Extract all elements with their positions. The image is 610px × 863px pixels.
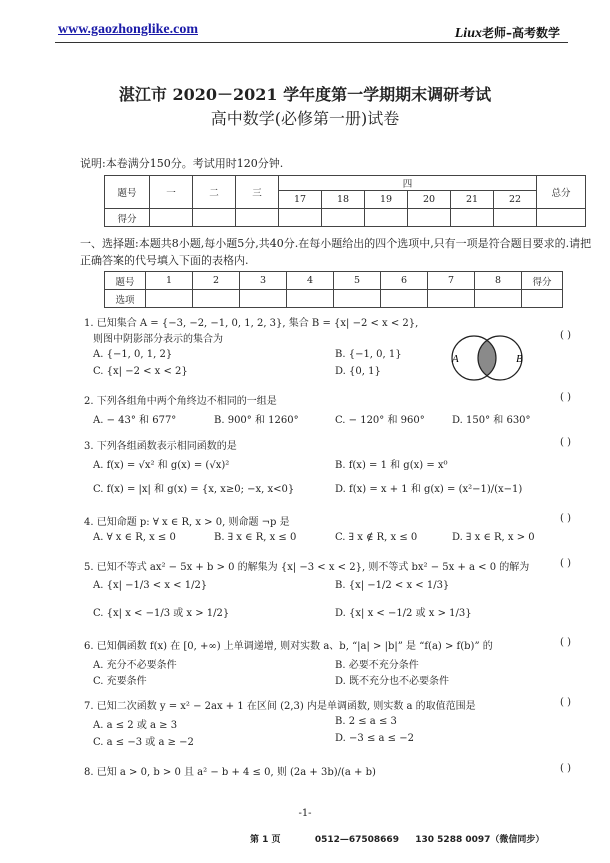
venn-label-b: B <box>516 353 523 365</box>
ans-header-1: 1 <box>146 272 193 290</box>
score-sub-18: 18 <box>322 191 365 209</box>
score-row-label: 得分 <box>105 209 150 227</box>
header-divider <box>55 42 568 43</box>
q5-option-d[interactable]: D. {x| x < −1/2 或 x > 1/3} <box>335 608 472 619</box>
author-rest: 老师–高考数学 <box>481 26 560 40</box>
score-sub-17: 17 <box>279 191 322 209</box>
score-table <box>104 175 586 227</box>
page-mark: -1- <box>298 808 312 819</box>
footer-page: 第 1 页 <box>250 835 281 845</box>
q1-option-c[interactable]: C. {x| −2 < x < 2} <box>93 366 188 377</box>
score-cell[interactable] <box>322 209 365 227</box>
q4-stem: 4. 已知命题 p: ∀ x ∈ R, x > 0, 则命题 ¬p 是 <box>84 517 290 528</box>
q5-option-a[interactable]: A. {x| −1/3 < x < 1/2} <box>93 580 208 591</box>
score-sub-19: 19 <box>365 191 408 209</box>
exam-note: 说明:本卷满分150分。考试用时120分钟. <box>80 157 284 170</box>
ans-cell[interactable] <box>381 290 428 308</box>
q6-option-d[interactable]: D. 既不充分也不必要条件 <box>335 676 450 687</box>
q6-answer-blank[interactable]: ( ) <box>560 637 571 648</box>
q1-stem2: 则图中阴影部分表示的集合为 <box>93 334 223 345</box>
q3-option-c[interactable]: C. f(x) = |x| 和 g(x) = {x, x≥0; −x, x<0} <box>93 484 295 495</box>
q4-answer-blank[interactable]: ( ) <box>560 513 571 524</box>
score-header-1: 一 <box>150 176 193 209</box>
q4-option-b[interactable]: B. ∃ x ∈ R, x ≤ 0 <box>214 532 297 543</box>
q5-option-c[interactable]: C. {x| x < −1/3 或 x > 1/2} <box>93 608 230 619</box>
ans-cell[interactable] <box>287 290 334 308</box>
ans-header-5: 5 <box>334 272 381 290</box>
footer-contact <box>250 832 544 845</box>
q7-option-d[interactable]: D. −3 ≤ a ≤ −2 <box>335 733 414 744</box>
ans-header-8: 8 <box>475 272 522 290</box>
score-cell[interactable] <box>236 209 279 227</box>
q1-stem: 1. 已知集合 A = {−3, −2, −1, 0, 1, 2, 3}, 集合 B = {x| −2 < x < 2}, <box>84 318 419 329</box>
ans-cell[interactable] <box>240 290 287 308</box>
score-sub-21: 21 <box>451 191 494 209</box>
score-sub-22: 22 <box>494 191 537 209</box>
q3-option-a[interactable]: A. f(x) = √x² 和 g(x) = (√x)² <box>93 460 230 471</box>
q2-option-c[interactable]: C. − 120° 和 960° <box>335 415 425 426</box>
q2-option-a[interactable]: A. − 43° 和 677° <box>93 415 177 426</box>
ans-header-tihao: 题号 <box>105 272 146 290</box>
score-cell[interactable] <box>494 209 537 227</box>
q7-option-a[interactable]: A. a ≤ 2 或 a ≥ 3 <box>93 720 178 731</box>
exam-subtitle: 高中数学(必修第一册)试卷 <box>210 109 400 128</box>
q8-stem: 8. 已知 a > 0, b > 0 且 a² − b + 4 ≤ 0, 则 (2a + 3b)/(a + b) <box>84 767 376 778</box>
q1-option-d[interactable]: D. {0, 1} <box>335 366 381 377</box>
score-header-tihao: 题号 <box>105 176 150 209</box>
score-sub-20: 20 <box>408 191 451 209</box>
score-cell[interactable] <box>537 209 586 227</box>
ans-cell[interactable] <box>146 290 193 308</box>
q5-option-b[interactable]: B. {x| −1/2 < x < 1/3} <box>335 580 450 591</box>
footer-mobile: 130 5288 0097（微信同步） <box>415 835 545 845</box>
score-cell[interactable] <box>451 209 494 227</box>
q6-option-a[interactable]: A. 充分不必要条件 <box>93 660 177 671</box>
q1-answer-blank[interactable]: ( ) <box>560 330 571 341</box>
score-cell[interactable] <box>365 209 408 227</box>
q6-option-b[interactable]: B. 必要不充分条件 <box>335 660 419 671</box>
q8-answer-blank[interactable]: ( ) <box>560 763 571 774</box>
score-header-4: 四 <box>279 176 537 191</box>
q7-option-b[interactable]: B. 2 ≤ a ≤ 3 <box>335 716 397 727</box>
ans-header-3: 3 <box>240 272 287 290</box>
answer-table <box>104 271 563 308</box>
q1-option-a[interactable]: A. {−1, 0, 1, 2} <box>93 349 173 360</box>
q2-option-b[interactable]: B. 900° 和 1260° <box>214 415 299 426</box>
website-link[interactable]: www.gaozhonglike.com <box>58 22 198 37</box>
score-cell[interactable] <box>279 209 322 227</box>
q4-option-c[interactable]: C. ∃ x ∉ R, x ≤ 0 <box>335 532 418 543</box>
ans-cell[interactable] <box>475 290 522 308</box>
q7-answer-blank[interactable]: ( ) <box>560 697 571 708</box>
q1-option-b[interactable]: B. {−1, 0, 1} <box>335 349 402 360</box>
q5-stem: 5. 已知不等式 ax² − 5x + b > 0 的解集为 {x| −3 < x < 2}, 则不等式 bx² − 5x + a < 0 的解为 <box>84 562 530 573</box>
score-header-2: 二 <box>193 176 236 209</box>
footer-phone: 0512—67508669 <box>314 835 399 845</box>
ans-cell[interactable] <box>193 290 240 308</box>
q3-answer-blank[interactable]: ( ) <box>560 437 571 448</box>
ans-header-2: 2 <box>193 272 240 290</box>
q4-option-a[interactable]: A. ∀ x ∈ R, x ≤ 0 <box>93 532 176 543</box>
q5-answer-blank[interactable]: ( ) <box>560 558 571 569</box>
ans-row-label: 选项 <box>105 290 146 308</box>
score-header-total: 总分 <box>537 176 586 209</box>
q7-option-c[interactable]: C. a ≤ −3 或 a ≥ −2 <box>93 737 194 748</box>
score-cell[interactable] <box>193 209 236 227</box>
exam-title: 湛江市 2020－2021 学年度第一学期期末调研考试 <box>118 85 492 104</box>
ans-header-6: 6 <box>381 272 428 290</box>
score-header-3: 三 <box>236 176 279 209</box>
author-label <box>455 24 560 42</box>
section1-instructions: 一、选择题:本题共8小题,每小题5分,共40分.在每小题给出的四个选项中,只有一项是符合题目要求的.请把正确答案的代号填入下面的表格内. <box>80 237 592 267</box>
ans-header-7: 7 <box>428 272 475 290</box>
q4-option-d[interactable]: D. ∃ x ∈ R, x > 0 <box>452 532 535 543</box>
q2-answer-blank[interactable]: ( ) <box>560 392 571 403</box>
ans-cell[interactable] <box>334 290 381 308</box>
author-latin: Liux <box>454 26 482 41</box>
q3-stem: 3. 下列各组函数表示相同函数的是 <box>84 441 237 452</box>
q3-option-b[interactable]: B. f(x) = 1 和 g(x) = x⁰ <box>335 460 448 471</box>
q3-option-d[interactable]: D. f(x) = x + 1 和 g(x) = (x²−1)/(x−1) <box>335 484 523 495</box>
q2-option-d[interactable]: D. 150° 和 630° <box>452 415 531 426</box>
q7-stem: 7. 已知二次函数 y = x² − 2ax + 1 在区间 (2,3) 内是单调函数, 则实数 a 的取值范围是 <box>84 701 476 712</box>
q2-stem: 2. 下列各组角中两个角终边不相同的一组是 <box>84 396 277 407</box>
q6-stem: 6. 已知偶函数 f(x) 在 [0, +∞) 上单调递增, 则对实数 a、b, “|a| > |b|” 是 “f(a) > f(b)” 的 <box>84 641 493 652</box>
score-cell[interactable] <box>150 209 193 227</box>
ans-cell[interactable] <box>428 290 475 308</box>
venn-label-a: A <box>452 353 459 365</box>
ans-header-4: 4 <box>287 272 334 290</box>
ans-cell[interactable] <box>522 290 563 308</box>
venn-diagram <box>434 334 544 382</box>
ans-header-score: 得分 <box>522 272 563 290</box>
q6-option-c[interactable]: C. 充要条件 <box>93 676 147 687</box>
score-cell[interactable] <box>408 209 451 227</box>
